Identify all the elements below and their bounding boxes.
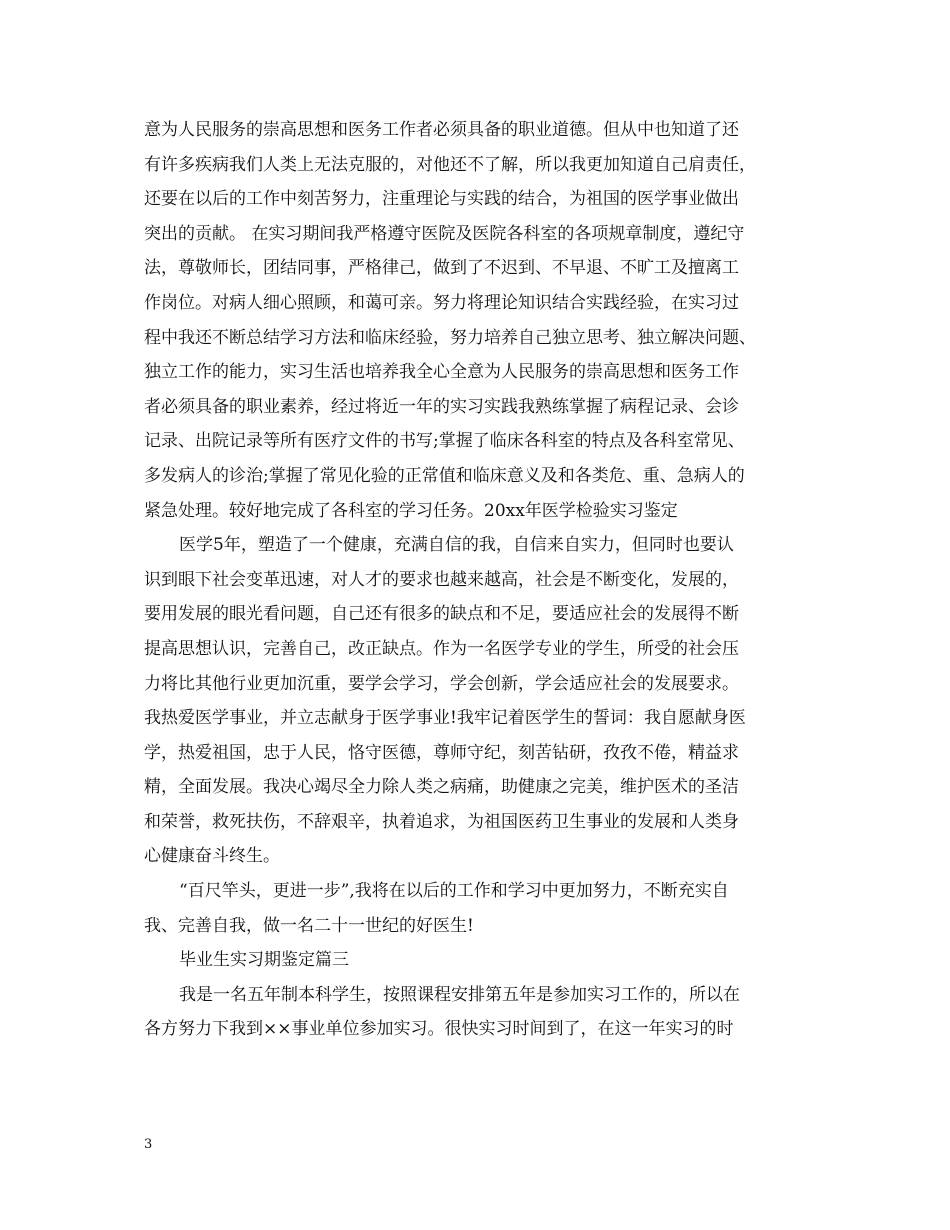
text-line: 记录、出院记录等所有医疗文件的书写;掌握了临床各科室的特点及各科室常见、 [144, 431, 745, 452]
text-line: 各方努力下我到××事业单位参加实习。很快实习时间到了，在这一年实习的时 [144, 1019, 734, 1040]
text-line: 识到眼下社会变革迅速，对人才的要求也越来越高，社会是不断变化，发展的， [144, 569, 739, 590]
text-line: 医学5年，塑造了一个健康，充满自信的我，自信来自实力，但同时也要认 [179, 535, 734, 556]
text-line: 还要在以后的工作中刻苦努力，注重理论与实践的结合，为祖国的医学事业做出 [144, 189, 739, 210]
text-line: 和荣誉，救死扶伤，不辞艰辛，执着追求，为祖国医药卫生事业的发展和人类身 [144, 811, 739, 832]
text-line: 我、完善自我，做一名二十一世纪的好医生! [144, 915, 474, 936]
text-line: 学，热爱祖国，忠于人民，恪守医德，尊师守纪，刻苦钻研，孜孜不倦，精益求 [144, 742, 739, 763]
text-line: 有许多疾病我们人类上无法克服的，对他还不了解，所以我更加知道自己肩责任， [144, 154, 756, 175]
text-line: 多发病人的诊治;掌握了常见化验的正常值和临床意义及和各类危、重、急病人的 [144, 465, 745, 486]
section-heading: 毕业生实习期鉴定篇三 [179, 950, 349, 971]
page-number: 3 [144, 1137, 153, 1152]
text-line: 者必须具备的职业素养，经过将近一年的实习实践我熟练掌握了病程记录、会诊 [144, 396, 739, 417]
text-line: 我热爱医学事业，并立志献身于医学事业!我牢记着医学生的誓词：我自愿献身医 [144, 708, 746, 729]
text-line: “百尺竿头，更进一步”,我将在以后的工作和学习中更加努力，不断充实自 [179, 881, 729, 902]
text-line: 突出的贡献。 在实习期间我严格遵守医院及医院各科室的各项规章制度，遵纪守 [144, 223, 745, 244]
text-line: 程中我还不断总结学习方法和临床经验，努力培养自己独立思考、独立解决问题、 [144, 327, 756, 348]
text-line: 精，全面发展。我决心竭尽全力除人类之病痛，助健康之完美，维护医术的圣洁 [144, 777, 739, 798]
text-line: 我是一名五年制本科学生，按照课程安排第五年是参加实习工作的，所以在 [179, 984, 740, 1005]
text-line: 作岗位。对病人细心照顾，和蔼可亲。努力将理论知识结合实践经验，在实习过 [144, 292, 739, 313]
text-line: 提高思想认识，完善自己，改正缺点。作为一名医学专业的学生，所受的社会压 [144, 638, 739, 659]
text-line: 要用发展的眼光看问题，自己还有很多的缺点和不足，要适应社会的发展得不断 [144, 604, 739, 625]
text-line: 独立工作的能力，实习生活也培养我全心全意为人民服务的崇高思想和医务工作 [144, 362, 739, 383]
text-line: 心健康奋斗终生。 [144, 846, 280, 867]
body-text [144, 113, 814, 1047]
text-line: 意为人民服务的崇高思想和医务工作者必须具备的职业道德。但从中也知道了还 [144, 120, 739, 140]
text-line: 紧急处理。较好地完成了各科室的学习任务。20xx年医学检验实习鉴定 [144, 500, 678, 521]
text-line: 法，尊敬师长，团结同事，严格律己，做到了不迟到、不早退、不旷工及擅离工 [144, 258, 739, 279]
text-line: 力将比其他行业更加沉重，要学会学习，学会创新，学会适应社会的发展要求。 [144, 673, 739, 694]
